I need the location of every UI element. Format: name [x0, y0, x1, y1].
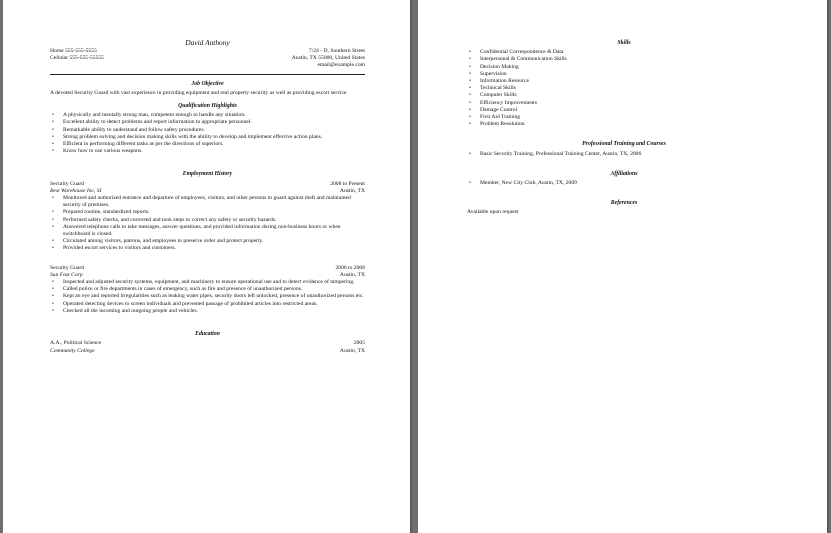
address-line-2: Austin, TX 55000, United States: [291, 55, 365, 62]
contact-row-1: [50, 48, 365, 55]
section-title-employment: Employment History: [182, 171, 233, 178]
list-item: • Supervision: [467, 71, 781, 78]
list-item: • Checked all the incoming and outgoing people and vehicles.: [50, 308, 365, 315]
list-item: • Operated detecting devices to screen individuals and prevented passage of prohibited articles into restricted areas.: [50, 301, 365, 308]
job-entry-2: [50, 265, 365, 315]
document-page-2: [418, 0, 827, 533]
list-item: • Efficient in performing different tasks as per the directions of superiors.: [50, 141, 365, 148]
page-1-content: [50, 38, 365, 355]
list-item: • Decision Making: [467, 64, 781, 71]
job-entry-1: [50, 181, 365, 253]
job-title: Security Guard: [50, 180, 85, 187]
section-title-highlights: Qualification Highlights: [178, 103, 237, 110]
highlights-list: [50, 112, 365, 155]
contact-row-2: [50, 55, 365, 62]
affiliations-list: [467, 180, 781, 187]
job-company-row: [50, 272, 365, 279]
address-line-1: 7/24 - D, Southern Street: [308, 48, 365, 54]
list-item: • Confidential Correspondence & Data: [467, 49, 781, 56]
job-location: Austin, TX: [339, 187, 365, 194]
list-item: • Excellent ability to detect problems and report information to appropriate personnel.: [50, 119, 365, 126]
section-title-training: Professional Training and Courses: [582, 141, 666, 148]
cellular-phone: Cellular 555-555-55555: [50, 55, 104, 62]
list-item: • Know how to use various weapons.: [50, 148, 365, 155]
list-item: • Basic Security Training, Professional Training Center, Austin, TX, 2006: [467, 151, 781, 158]
contact-row-3: [50, 62, 365, 69]
list-item: • First Aid Training: [467, 114, 781, 121]
education-year: 2005: [353, 340, 365, 347]
list-item: • A physically and mentally strong man, competent enough to handle any situation.: [50, 112, 365, 119]
list-item: • Efficiency Improvements: [467, 100, 781, 107]
job-dates: 2008 to Present: [330, 180, 365, 187]
header-divider: [50, 74, 365, 75]
list-item: • Remarkable ability to understand and follow safety procedures.: [50, 127, 365, 134]
list-item: • Interpersonal & Communication Skills: [467, 56, 781, 63]
job-title: Security Guard: [50, 264, 85, 271]
education-degree: A.A., Political Science: [50, 340, 102, 347]
job-duties-list: [50, 195, 365, 253]
list-item: • Problem Resolution: [467, 121, 781, 128]
list-item: • Monitored and authorized entrance and departure of employees, visitors, and other persons to guard against theft and maintained security of premises.: [50, 195, 365, 209]
list-item: • Information Resource: [467, 78, 781, 85]
section-title-skills: Skills: [617, 40, 631, 46]
job-location: Austin, TX: [339, 271, 365, 278]
list-item: • Member, New City Club, Austin, TX, 2009: [467, 180, 781, 187]
home-phone: Home 555-555-5555: [50, 48, 97, 54]
email: email@example.com: [317, 62, 365, 69]
education-row-2: [50, 348, 365, 355]
list-item: • Strong problem solving and decision making skills with the ability to develop and implement effective action plans.: [50, 134, 365, 141]
page-2-content: [467, 40, 781, 217]
education-row-1: [50, 340, 365, 347]
resume-name: David Anthony: [185, 38, 230, 47]
job-company: Best Warehouse Inc, SI: [50, 187, 102, 194]
training-list: [467, 151, 781, 158]
job-company: Sun Fast Corp: [50, 271, 83, 278]
list-item: • Technical Skills: [467, 85, 781, 92]
list-item: • Provided escort services to visitors and customers.: [50, 245, 365, 252]
references-text: Available upon request: [467, 209, 519, 216]
job-title-row: [50, 265, 365, 272]
list-item: • Kept an eye and reported irregularities such as leaking water pipes, security doors left unlocked, presence of unauthorized persons etc.: [50, 293, 365, 300]
section-title-objective: Job Objective: [191, 80, 224, 87]
job-dates: 2006 to 2008: [335, 264, 365, 271]
list-item: • Circulated among visitors, patrons, and employees to preserve order and protect property.: [50, 238, 365, 245]
section-title-references: References: [610, 200, 638, 207]
list-item: • Damage Control: [467, 107, 781, 114]
section-title-education: Education: [195, 331, 220, 338]
education-school: Community College: [50, 347, 95, 354]
list-item: • Inspected and adjusted security systems, equipment, and machinery to ensure operational use and to detect evidence of tampering.: [50, 279, 365, 286]
education-location: Austin, TX: [339, 347, 365, 354]
list-item: • Performed safety checks, and corrected and took steps to correct any safety or security hazards.: [50, 217, 365, 224]
list-item: • Answered telephone calls to take messages, answer questions, and provided information during non-business hours or when switchboard is closed.: [50, 224, 365, 238]
objective-text: A devoted Security Guard with vast experience in providing equipment and real property security as well as providing escort service: [50, 89, 347, 96]
job-company-row: [50, 188, 365, 195]
document-page-1: [3, 0, 410, 533]
job-title-row: [50, 181, 365, 188]
job-duties-list: [50, 279, 365, 315]
list-item: • Computer Skills: [467, 92, 781, 99]
section-title-affiliations: Affiliations: [610, 170, 638, 177]
skills-list: [467, 49, 781, 128]
list-item: • Called police or fire departments in cases of emergency, such as fire and presence of unauthorized persons.: [50, 286, 365, 293]
list-item: • Prepared routine, standardized reports.: [50, 209, 365, 216]
